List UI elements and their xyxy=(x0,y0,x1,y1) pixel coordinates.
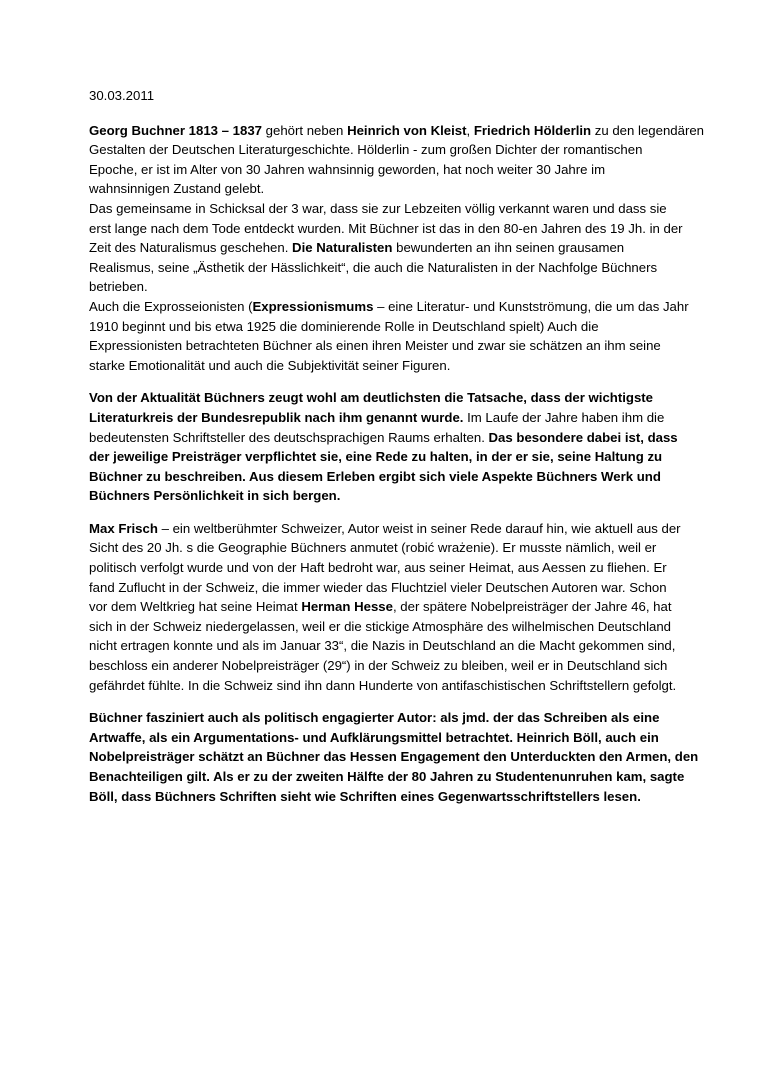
text-line xyxy=(89,708,689,728)
text-segment: Auch die Exprosseionisten ( xyxy=(89,298,253,314)
text-segment: Epoche, er ist im Alter von 30 Jahren wahnsinnig geworden, hat noch weiter 30 Jahre im xyxy=(89,161,606,177)
text-segment: Das gemeinsame in Schicksal der 3 war, dass sie zur Lebzeiten völlig verkannt waren und dass sie xyxy=(89,200,667,216)
text-line xyxy=(89,179,689,199)
text-segment: Im Laufe der Jahre haben ihm die xyxy=(463,409,665,425)
text-segment: , xyxy=(466,122,474,138)
text-segment: bedeutensten Schriftsteller des deutschsprachigen Raums erhalten. xyxy=(89,429,489,445)
paragraph xyxy=(89,121,705,376)
bold-text: Von der Aktualität Büchners zeugt wohl am deutlichsten die Tatsache, dass der wichtigste xyxy=(89,390,654,406)
text-line xyxy=(89,558,689,578)
text-line xyxy=(89,636,689,656)
text-line xyxy=(89,121,705,141)
bold-text: Friedrich Hölderlin xyxy=(473,122,592,138)
text-segment: politisch verfolgt wurde und von der Haft bedroht war, aus seiner Heimat, aus Aessen zu fliehen. Er xyxy=(89,560,667,576)
text-segment: 1910 beginnt und bis etwa 1925 die dominierende Rolle in Deutschland spielt) Auch die xyxy=(89,318,599,334)
text-segment: starke Emotionalität und auch die Subjektivität seiner Figuren. xyxy=(89,357,451,373)
text-line xyxy=(89,388,689,408)
text-line xyxy=(89,428,689,448)
text-line xyxy=(89,538,689,558)
text-line xyxy=(89,728,689,748)
text-segment: betrieben. xyxy=(89,279,148,295)
text-line xyxy=(89,578,689,598)
text-line xyxy=(89,199,689,219)
text-segment: wahnsinnigen Zustand gelebt. xyxy=(89,181,265,197)
text-segment: sich in der Schweiz niedergelassen, weil er die stickige Atmosphäre des wilhelmischen Deutschland xyxy=(89,618,672,634)
text-segment: Realismus, seine „Ästhetik der Hässlichkeit“, die auch die Naturalisten in der Nachfolge Büchners xyxy=(89,259,658,275)
bold-text: Das besondere dabei ist, dass xyxy=(488,429,678,445)
text-segment: vor dem Weltkrieg hat seine Heimat xyxy=(89,599,302,615)
text-line xyxy=(89,336,689,356)
bold-text: Herman Hesse xyxy=(301,599,393,615)
text-segment: bewunderten an ihn seinen grausamen xyxy=(392,240,625,256)
text-line xyxy=(89,787,689,807)
bold-text: Literaturkreis der Bundesrepublik nach ihm genannt wurde. xyxy=(89,409,464,425)
text-line xyxy=(89,160,689,180)
bold-text: Max Frisch xyxy=(89,520,158,536)
bold-text: Heinrich von Kleist xyxy=(347,122,467,138)
text-line xyxy=(89,219,689,239)
bold-text: Expressionismums xyxy=(252,298,374,314)
document-body xyxy=(89,121,705,807)
bold-text: Nobelpreisträger schätzt an Büchner das Hessen Engagement den Unterduckten den Armen, den xyxy=(89,749,699,765)
text-line xyxy=(89,767,689,787)
text-segment: gehört neben xyxy=(262,122,348,138)
paragraph xyxy=(89,388,689,506)
text-line xyxy=(89,258,689,278)
text-segment: zu den legendären xyxy=(591,122,705,138)
text-line xyxy=(89,317,689,337)
text-line xyxy=(89,238,689,258)
text-line xyxy=(89,747,699,767)
document-page xyxy=(89,86,705,819)
text-segment: fand Zuflucht in der Schweiz, die immer wieder das Fluchtziel vieler Deutschen Autoren war. Schon xyxy=(89,579,667,595)
text-segment: , der spätere Nobelpreisträger der Jahre 46, hat xyxy=(392,599,672,615)
text-line xyxy=(89,447,689,467)
text-segment: Zeit des Naturalismus geschehen. xyxy=(89,240,293,256)
text-line xyxy=(89,597,689,617)
text-segment: gefährdet fühlte. In die Schweiz sind ihn dann Hunderte von antifaschistischen Schriftstellern gefolgt. xyxy=(89,677,677,693)
bold-text: Artwaffe, als ein Argumentations- und Aufklärungsmittel betrachtet. Heinrich Böll, auch ein xyxy=(89,729,659,745)
text-line xyxy=(89,297,689,317)
text-line xyxy=(89,656,689,676)
paragraph xyxy=(89,708,699,806)
text-segment: – ein weltberühmter Schweizer, Autor weist in seiner Rede darauf hin, wie aktuell aus der xyxy=(157,520,681,536)
text-segment: Expressionisten betrachteten Büchner als einen ihren Meister und zwar sie schätzen an ihm seine xyxy=(89,338,661,354)
text-segment: – eine Literatur- und Kunstströmung, die um das Jahr xyxy=(373,298,689,314)
text-segment: nicht ertragen konnte und als im Januar 33“, die Nazis in Deutschland an die Macht gekommen sind, xyxy=(89,638,676,654)
text-line xyxy=(89,467,689,487)
text-line xyxy=(89,408,689,428)
bold-text: Die Naturalisten xyxy=(292,240,393,256)
text-line xyxy=(89,140,689,160)
bold-text: der jeweilige Preisträger verpflichtet sie, eine Rede zu halten, in der er sie, seine Haltung zu xyxy=(89,449,663,465)
bold-text: Benachteiligen gilt. Als er zu der zweiten Hälfte der 80 Jahren zu Studentenunruhen kam, sagte xyxy=(89,769,685,784)
bold-text: Büchners Persönlichkeit in sich bergen. xyxy=(89,488,341,504)
text-line xyxy=(89,486,689,506)
text-line xyxy=(89,519,689,539)
bold-text: Böll, dass Büchners Schriften sieht wie Schriften eines Gegenwartsschriftstellers lesen. xyxy=(89,788,641,804)
text-line xyxy=(89,617,689,637)
text-line xyxy=(89,676,689,696)
document-date: 30.03.2011 xyxy=(89,88,155,103)
bold-text: Büchner zu beschreiben. Aus diesem Erleben ergibt sich viele Aspekte Büchners Werk und xyxy=(89,468,661,484)
text-segment: Gestalten der Deutschen Literaturgeschichte. Hölderlin - zum großen Dichter der romantischen xyxy=(89,142,643,158)
text-line xyxy=(89,356,689,376)
bold-text: Büchner fasziniert auch als politisch engagierter Autor: als jmd. der das Schreiben als eine xyxy=(89,710,660,726)
text-segment: Sicht des 20 Jh. s die Geographie Büchners anmutet (robić wrażenie). Er musste nämlich, weil er xyxy=(89,540,657,556)
text-line xyxy=(89,277,689,297)
paragraph xyxy=(89,519,689,695)
bold-text: Georg Buchner 1813 – 1837 xyxy=(89,122,262,138)
text-segment: erst lange nach dem Tode entdeckt wurden. Mit Büchner ist das in den 80-en Jahren des 19 Jh. in der xyxy=(89,220,683,236)
text-segment: beschloss ein anderer Nobelpreisträger (29“) in der Schweiz zu bleiben, weil er in Deutschland sich xyxy=(89,658,668,674)
